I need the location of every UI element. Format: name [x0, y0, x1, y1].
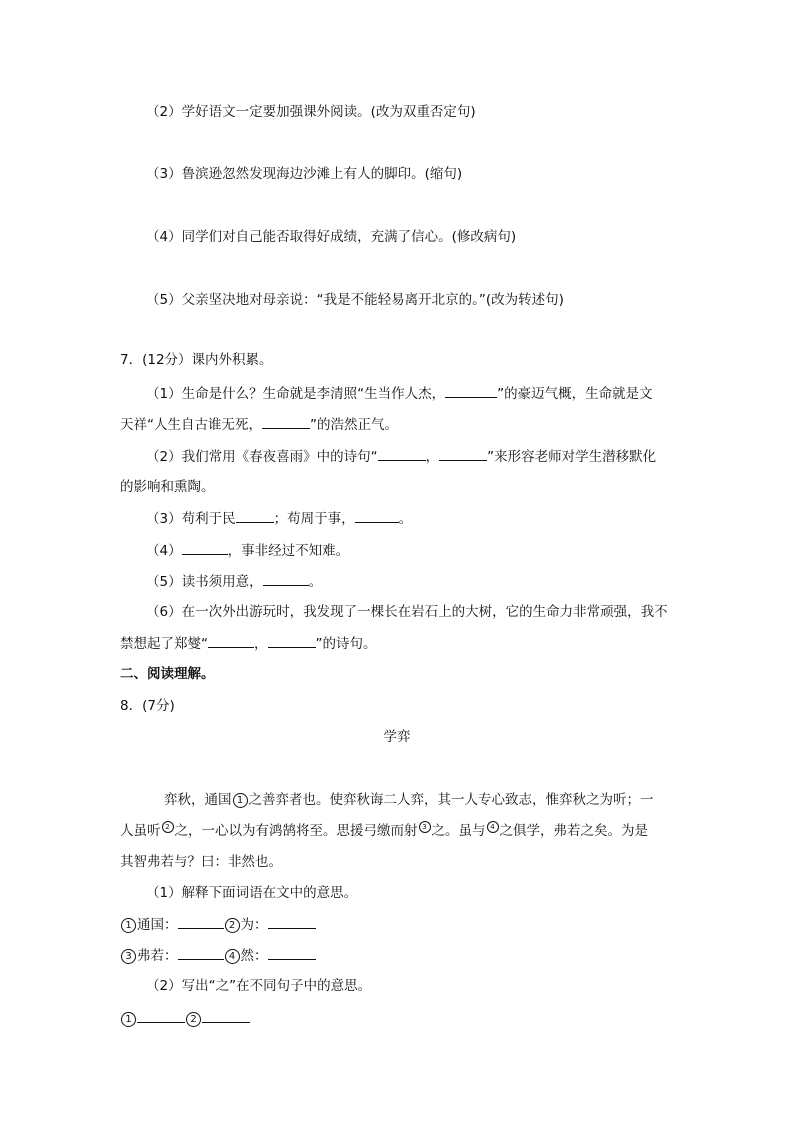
text: ”的豪迈气概，生命就是文 [497, 386, 653, 402]
passage-title: 学弈 [383, 729, 411, 745]
marker-4: 4 [225, 949, 240, 964]
q7-line-4: 的影响和熏陶。 [120, 479, 215, 495]
q7-line-2 [120, 414, 398, 435]
text: 然： [240, 948, 268, 964]
answer-blank[interactable] [355, 508, 399, 523]
marker-2: 2 [162, 821, 174, 833]
text: ， [254, 636, 268, 652]
text: 弗若： [137, 948, 178, 964]
text: ；苟周于事， [273, 511, 355, 527]
text: （3）苟利于民 [146, 511, 236, 527]
marker-3: 3 [121, 949, 136, 964]
q6-item-2: （2）学好语文一定要加强课外阅读。(改为双重否定句) [146, 104, 476, 120]
answer-blank[interactable] [268, 633, 316, 648]
q7-header: 7．(12分）课内外积累。 [120, 352, 273, 368]
q8-sub-1: （1）解释下面词语在文中的意思。 [146, 885, 358, 901]
q8-words-row-2 [120, 945, 316, 966]
text: 之俱学，弗若之矣。为是 [499, 823, 648, 839]
q7-line-8: （6）在一次外出游玩时，我发现了一棵长在岩石上的大树，它的生命力非常顽强，我不 [146, 604, 668, 620]
passage-line-1 [164, 790, 654, 810]
q8-sub-2: （2）写出“之”在不同句子中的意思。 [146, 978, 372, 994]
answer-blank[interactable] [268, 945, 316, 960]
q7-line-1 [146, 383, 653, 404]
marker-1: 1 [121, 918, 136, 933]
q6-item-3: （3）鲁滨逊忽然发现海边沙滩上有人的脚印。(缩句) [146, 166, 463, 182]
q8-header: 8．(7分) [120, 698, 175, 714]
marker-4: 4 [487, 821, 499, 833]
answer-blank[interactable] [236, 508, 274, 523]
text: ”的浩然正气。 [310, 417, 398, 433]
text: ”来形容老师对学生潜移默化 [487, 449, 657, 465]
text: （1）生命是什么？生命就是李清照“生当作人杰， [146, 386, 446, 402]
text: （2）我们常用《春夜喜雨》中的诗句“ [146, 449, 378, 465]
answer-blank[interactable] [262, 414, 310, 429]
marker-1: 1 [121, 1012, 136, 1027]
text: （4） [146, 543, 182, 559]
text: 。 [308, 574, 323, 590]
text: ，事非经过不知难。 [227, 543, 350, 559]
answer-blank[interactable] [202, 1008, 250, 1023]
section-heading: 二、阅读理解。 [120, 666, 215, 682]
marker-2: 2 [186, 1012, 201, 1027]
q7-line-7 [146, 571, 322, 592]
answer-blank[interactable] [178, 914, 224, 929]
answer-blank[interactable] [378, 446, 426, 461]
answer-blank[interactable] [208, 633, 254, 648]
text: 。 [398, 511, 413, 527]
answer-blank[interactable] [137, 1008, 185, 1023]
text: 弈秋，通国 [164, 792, 232, 808]
answer-blank[interactable] [263, 571, 309, 586]
answer-blank[interactable] [268, 914, 316, 929]
text: 天祥“人生自古谁无死， [120, 417, 262, 433]
text: ”的诗句。 [315, 636, 377, 652]
text: 禁想起了郑燮“ [120, 636, 208, 652]
text: 之，一心以为有鸿鹄将至。思援弓缴而射 [174, 823, 418, 839]
q8-answer-row [120, 1008, 250, 1029]
passage-line-2 [120, 821, 648, 841]
text: （5）读书须用意， [146, 574, 263, 590]
marker-1: 1 [233, 793, 248, 808]
answer-blank[interactable] [178, 945, 224, 960]
q7-line-3 [146, 446, 656, 467]
q6-item-4: （4）同学们对自己能否取得好成绩，充满了信心。(修改病句) [146, 229, 517, 245]
answer-blank[interactable] [439, 446, 487, 461]
marker-2: 2 [225, 918, 240, 933]
answer-blank[interactable] [445, 383, 497, 398]
text: 通国： [137, 917, 178, 933]
passage-line-3: 其智弗若与？曰：非然也。 [120, 854, 282, 870]
q7-line-5 [146, 508, 412, 529]
answer-blank[interactable] [182, 540, 228, 555]
marker-3: 3 [419, 821, 431, 833]
q7-line-6 [146, 540, 349, 561]
text: 之善弈者也。使弈秋诲二人弈，其一人专心致志，惟弈秋之为听；一 [248, 792, 654, 808]
q7-line-9 [120, 633, 377, 654]
text: ， [425, 449, 440, 465]
text: 为： [240, 917, 268, 933]
q6-item-5: （5）父亲坚决地对母亲说：“我是不能轻易离开北京的。”(改为转述句) [146, 292, 564, 308]
text: 人虽听 [120, 823, 161, 839]
text: 之。虽与 [431, 823, 486, 839]
q8-words-row-1 [120, 914, 316, 935]
